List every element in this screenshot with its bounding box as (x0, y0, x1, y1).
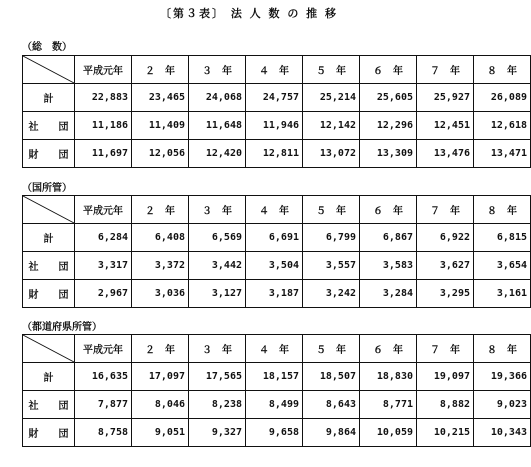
row-header: 計 (23, 363, 75, 391)
cell-value: 13,072 (303, 140, 360, 168)
cell-value: 6,284 (75, 224, 132, 252)
cell-value: 3,036 (132, 280, 189, 308)
cell-value: 3,242 (303, 280, 360, 308)
cell-value: 19,366 (474, 363, 531, 391)
cell-value: 12,451 (417, 112, 474, 140)
cell-value: 10,215 (417, 419, 474, 447)
cell-value: 3,161 (474, 280, 531, 308)
cell-value: 8,046 (132, 391, 189, 419)
table-national (22, 195, 531, 308)
corner-diagonal-cell (23, 196, 75, 224)
row-header: 財 団 (23, 419, 75, 447)
cell-value: 3,442 (189, 252, 246, 280)
cell-value: 23,465 (132, 84, 189, 112)
table-row (23, 280, 531, 308)
cell-value: 12,296 (360, 112, 417, 140)
col-header: ４ 年 (246, 56, 303, 84)
col-header: ７ 年 (417, 335, 474, 363)
table-row (23, 252, 531, 280)
cell-value: 13,309 (360, 140, 417, 168)
cell-value: 13,471 (474, 140, 531, 168)
cell-value: 9,864 (303, 419, 360, 447)
col-header: ７ 年 (417, 196, 474, 224)
col-header: 平成元年 (75, 335, 132, 363)
col-header: ６ 年 (360, 335, 417, 363)
cell-value: 3,127 (189, 280, 246, 308)
cell-value: 11,409 (132, 112, 189, 140)
cell-value: 3,654 (474, 252, 531, 280)
col-header: 平成元年 (75, 196, 132, 224)
cell-value: 11,648 (189, 112, 246, 140)
cell-value: 7,877 (75, 391, 132, 419)
page-title: 〔第３表〕 法 人 数 の 推 移 (160, 7, 338, 20)
table-prefectural (22, 334, 531, 447)
table-header-row (23, 335, 531, 363)
col-header: ２ 年 (132, 335, 189, 363)
cell-value: 9,023 (474, 391, 531, 419)
col-header: ２ 年 (132, 56, 189, 84)
col-header: ６ 年 (360, 56, 417, 84)
cell-value: 6,691 (246, 224, 303, 252)
cell-value: 6,408 (132, 224, 189, 252)
cell-value: 24,068 (189, 84, 246, 112)
col-header: ８ 年 (474, 196, 531, 224)
col-header: ２ 年 (132, 196, 189, 224)
table-total (22, 55, 531, 168)
col-header: ８ 年 (474, 56, 531, 84)
section-label-national: （国所管） (22, 183, 72, 194)
table-row (23, 419, 531, 447)
cell-value: 17,097 (132, 363, 189, 391)
cell-value: 6,815 (474, 224, 531, 252)
table-row (23, 224, 531, 252)
col-header: ３ 年 (189, 56, 246, 84)
col-header: ４ 年 (246, 335, 303, 363)
cell-value: 25,927 (417, 84, 474, 112)
cell-value: 6,569 (189, 224, 246, 252)
col-header: ７ 年 (417, 56, 474, 84)
cell-value: 25,214 (303, 84, 360, 112)
cell-value: 8,499 (246, 391, 303, 419)
cell-value: 18,507 (303, 363, 360, 391)
cell-value: 9,327 (189, 419, 246, 447)
row-header: 財 団 (23, 140, 75, 168)
cell-value: 12,056 (132, 140, 189, 168)
cell-value: 12,618 (474, 112, 531, 140)
cell-value: 3,295 (417, 280, 474, 308)
cell-value: 8,758 (75, 419, 132, 447)
col-header: ５ 年 (303, 196, 360, 224)
cell-value: 2,967 (75, 280, 132, 308)
cell-value: 16,635 (75, 363, 132, 391)
corner-diagonal-cell (23, 335, 75, 363)
section-label-total: （総 数） (22, 42, 72, 53)
cell-value: 8,882 (417, 391, 474, 419)
cell-value: 9,051 (132, 419, 189, 447)
col-header: ８ 年 (474, 335, 531, 363)
table-row (23, 112, 531, 140)
cell-value: 3,372 (132, 252, 189, 280)
row-header: 社 団 (23, 391, 75, 419)
cell-value: 9,658 (246, 419, 303, 447)
col-header: ５ 年 (303, 335, 360, 363)
cell-value: 22,883 (75, 84, 132, 112)
cell-value: 3,557 (303, 252, 360, 280)
cell-value: 10,343 (474, 419, 531, 447)
col-header: ４ 年 (246, 196, 303, 224)
col-header: ３ 年 (189, 335, 246, 363)
cell-value: 3,504 (246, 252, 303, 280)
cell-value: 8,238 (189, 391, 246, 419)
table-row (23, 140, 531, 168)
cell-value: 18,830 (360, 363, 417, 391)
table-row (23, 363, 531, 391)
cell-value: 8,643 (303, 391, 360, 419)
cell-value: 13,476 (417, 140, 474, 168)
col-header: ６ 年 (360, 196, 417, 224)
cell-value: 25,605 (360, 84, 417, 112)
cell-value: 24,757 (246, 84, 303, 112)
corner-diagonal-cell (23, 56, 75, 84)
cell-value: 11,186 (75, 112, 132, 140)
cell-value: 12,811 (246, 140, 303, 168)
col-header: ３ 年 (189, 196, 246, 224)
col-header: 平成元年 (75, 56, 132, 84)
cell-value: 3,583 (360, 252, 417, 280)
cell-value: 17,565 (189, 363, 246, 391)
table-row (23, 391, 531, 419)
cell-value: 3,627 (417, 252, 474, 280)
cell-value: 11,946 (246, 112, 303, 140)
table-row (23, 84, 531, 112)
cell-value: 10,059 (360, 419, 417, 447)
table-header-row (23, 196, 531, 224)
cell-value: 3,317 (75, 252, 132, 280)
row-header: 財 団 (23, 280, 75, 308)
cell-value: 6,922 (417, 224, 474, 252)
cell-value: 6,799 (303, 224, 360, 252)
section-label-prefectural: （都道府県所管） (22, 322, 102, 333)
cell-value: 12,142 (303, 112, 360, 140)
col-header: ５ 年 (303, 56, 360, 84)
cell-value: 19,097 (417, 363, 474, 391)
row-header: 社 団 (23, 112, 75, 140)
cell-value: 12,420 (189, 140, 246, 168)
row-header: 計 (23, 224, 75, 252)
cell-value: 6,867 (360, 224, 417, 252)
row-header: 社 団 (23, 252, 75, 280)
cell-value: 26,089 (474, 84, 531, 112)
cell-value: 18,157 (246, 363, 303, 391)
cell-value: 3,187 (246, 280, 303, 308)
row-header: 計 (23, 84, 75, 112)
cell-value: 8,771 (360, 391, 417, 419)
table-header-row (23, 56, 531, 84)
cell-value: 11,697 (75, 140, 132, 168)
cell-value: 3,284 (360, 280, 417, 308)
